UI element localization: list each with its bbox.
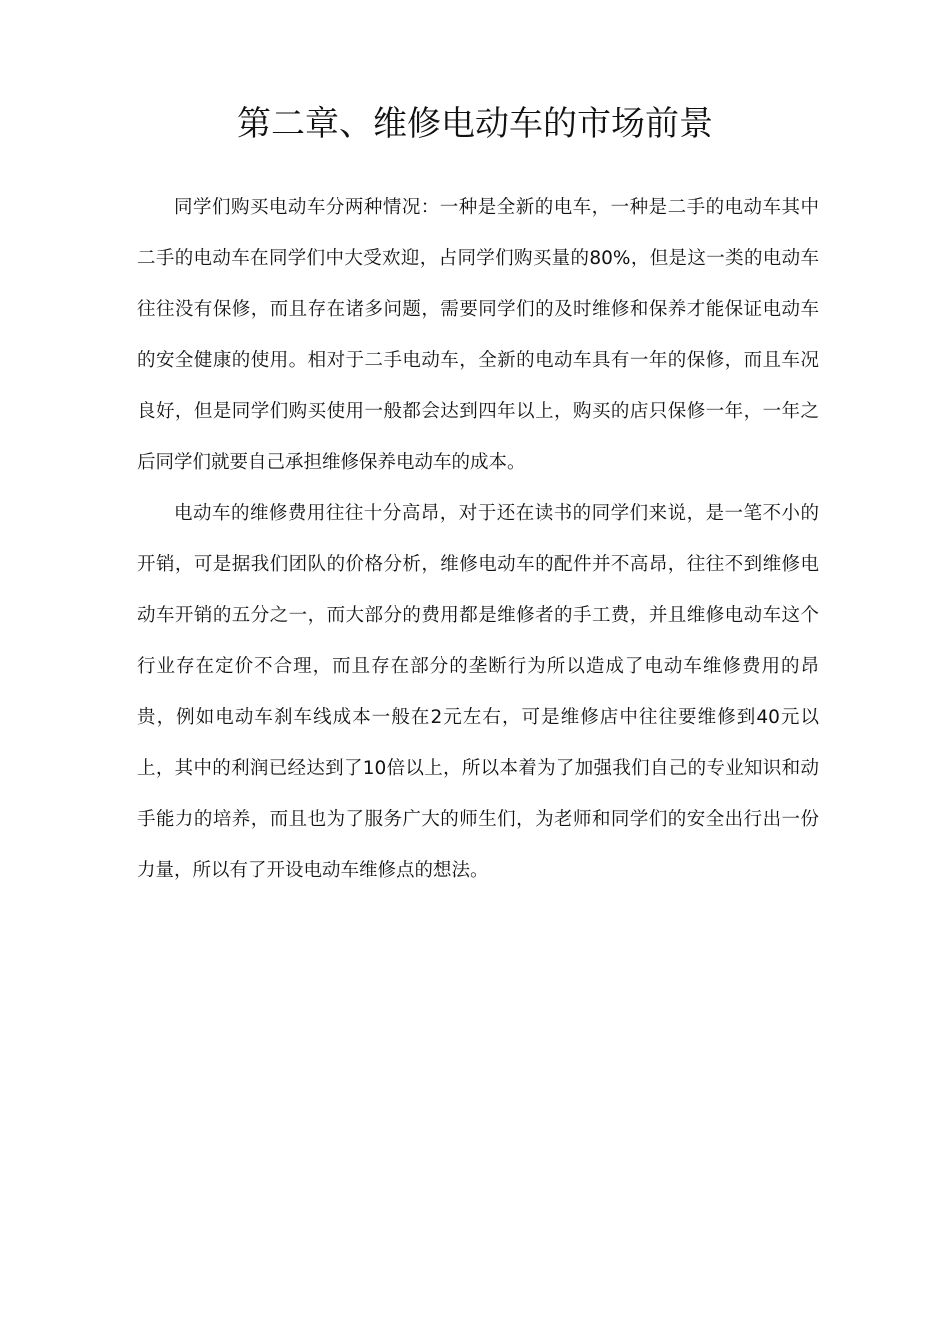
chapter-title: 第二章、维修电动车的市场前景 xyxy=(237,104,713,144)
paragraph-1: 同学们购买电动车分两种情况：一种是全新的电车，一种是二手的电动车其中二手的电动车在同学们中大受欢迎，占同学们购买量的80%，但是这一类的电动车往往没有保修，而且存在诸多问题，需要同学们的及时维修和保养才能保证电动车的安全健康的使用。相对于二手电动车，全新的电动车具有一年的保修，而且车况良好，但是同学们购买使用一般都会达到四年以上，购买的店只保修一年，一年之后同学们就要自己承担维修保养电动车的成本。 xyxy=(137,197,819,473)
document-body xyxy=(137,182,819,896)
paragraph-2: 电动车的维修费用往往十分高昂，对于还在读书的同学们来说，是一笔不小的开销，可是据我们团队的价格分析，维修电动车的配件并不高昂，往往不到维修电动车开销的五分之一，而大部分的费用都是维修者的手工费，并且维修电动车这个行业存在定价不合理，而且存在部分的垄断行为所以造成了电动车维修费用的昂贵，例如电动车刹车线成本一般在2元左右，可是维修店中往往要维修到40元以上，其中的利润已经达到了10倍以上，所以本着为了加强我们自己的专业知识和动手能力的培养，而且也为了服务广大的师生们，为老师和同学们的安全出行出一份力量，所以有了开设电动车维修点的想法。 xyxy=(137,503,819,881)
